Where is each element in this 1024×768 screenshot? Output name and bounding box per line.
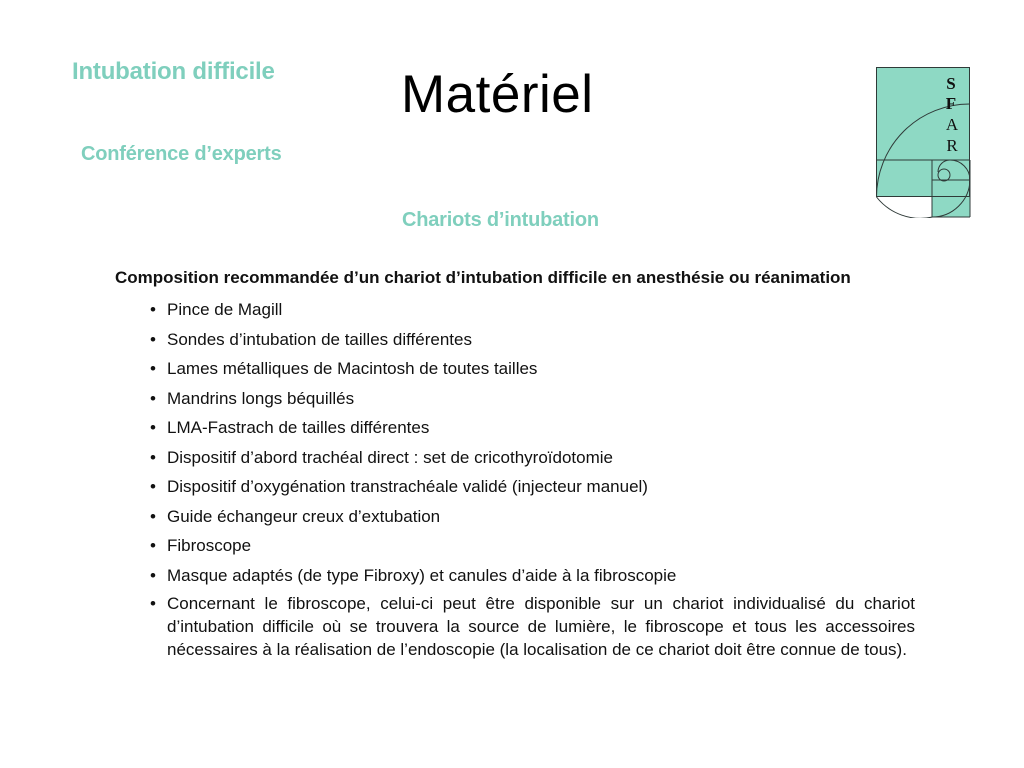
bullet-dot: • xyxy=(150,418,156,437)
list-item-text: Pince de Magill xyxy=(167,300,283,319)
list-item-text: Lames métalliques de Macintosh de toutes tailles xyxy=(167,359,538,378)
logo-letter-f: F xyxy=(945,94,957,113)
list-item-text: Dispositif d’oxygénation transtrachéale validé (injecteur manuel) xyxy=(167,477,648,496)
list-item-text: Dispositif d’abord trachéal direct : set de cricothyroïdotomie xyxy=(167,447,613,467)
logo-corner-cutout xyxy=(876,197,932,218)
logo-letter-a: A xyxy=(945,115,959,134)
list-item-text: Masque adaptés (de type Fibroxy) et canules d’aide à la fibroscopie xyxy=(167,565,677,585)
bullet-dot: • xyxy=(150,447,156,467)
equipment-list xyxy=(115,295,915,661)
list-item-text: Concernant le fibroscope, celui-ci peut être disponible sur un chariot individualisé du chariot d’intubation difficile où se trouvera la source de lumière, le fibroscope et tous les accessoires nécessaires à la réalisation de l’endoscopie (la localisation de ce chariot doit être connue de tous). xyxy=(167,594,915,659)
list-item-text: Guide échangeur creux d’extubation xyxy=(167,506,441,526)
bullet-dot: • xyxy=(150,300,156,319)
list-item xyxy=(115,354,915,384)
section-heading: Chariots d’intubation xyxy=(402,209,599,231)
content-heading: Composition recommandée d’un chariot d’intubation difficile en anesthésie ou réanimation xyxy=(115,268,851,287)
bullet-dot: • xyxy=(150,565,156,585)
slide-title: Matériel xyxy=(401,65,594,124)
logo-lower-panel xyxy=(932,160,970,217)
list-item-text: Sondes d’intubation de tailles différentes xyxy=(167,329,472,349)
logo-letter-s: S xyxy=(946,74,956,93)
bullet-dot: • xyxy=(150,477,156,496)
sfar-logo xyxy=(876,67,972,218)
list-item xyxy=(115,413,915,443)
bullet-dot: • xyxy=(150,359,156,378)
bullet-dot: • xyxy=(150,329,156,349)
list-item xyxy=(115,325,915,355)
list-item xyxy=(115,502,915,532)
logo-letter-r: R xyxy=(946,136,958,155)
bullet-dot: • xyxy=(150,594,156,613)
list-item-paragraph xyxy=(115,590,915,661)
list-item xyxy=(115,472,915,502)
list-item xyxy=(115,561,915,591)
list-item-text: Mandrins longs béquillés xyxy=(167,388,355,408)
header-left-subtitle: Conférence d’experts xyxy=(81,143,282,165)
list-item xyxy=(115,384,915,414)
list-item xyxy=(115,295,915,325)
bullet-dot: • xyxy=(150,388,156,408)
content-block xyxy=(115,267,915,661)
list-item xyxy=(115,531,915,561)
bullet-dot: • xyxy=(150,506,156,526)
list-item xyxy=(115,443,915,473)
header-left-title: Intubation difficile xyxy=(72,58,275,85)
bullet-dot: • xyxy=(150,536,156,555)
list-item-text: LMA-Fastrach de tailles différentes xyxy=(167,418,430,437)
list-item-text: Fibroscope xyxy=(167,536,252,555)
